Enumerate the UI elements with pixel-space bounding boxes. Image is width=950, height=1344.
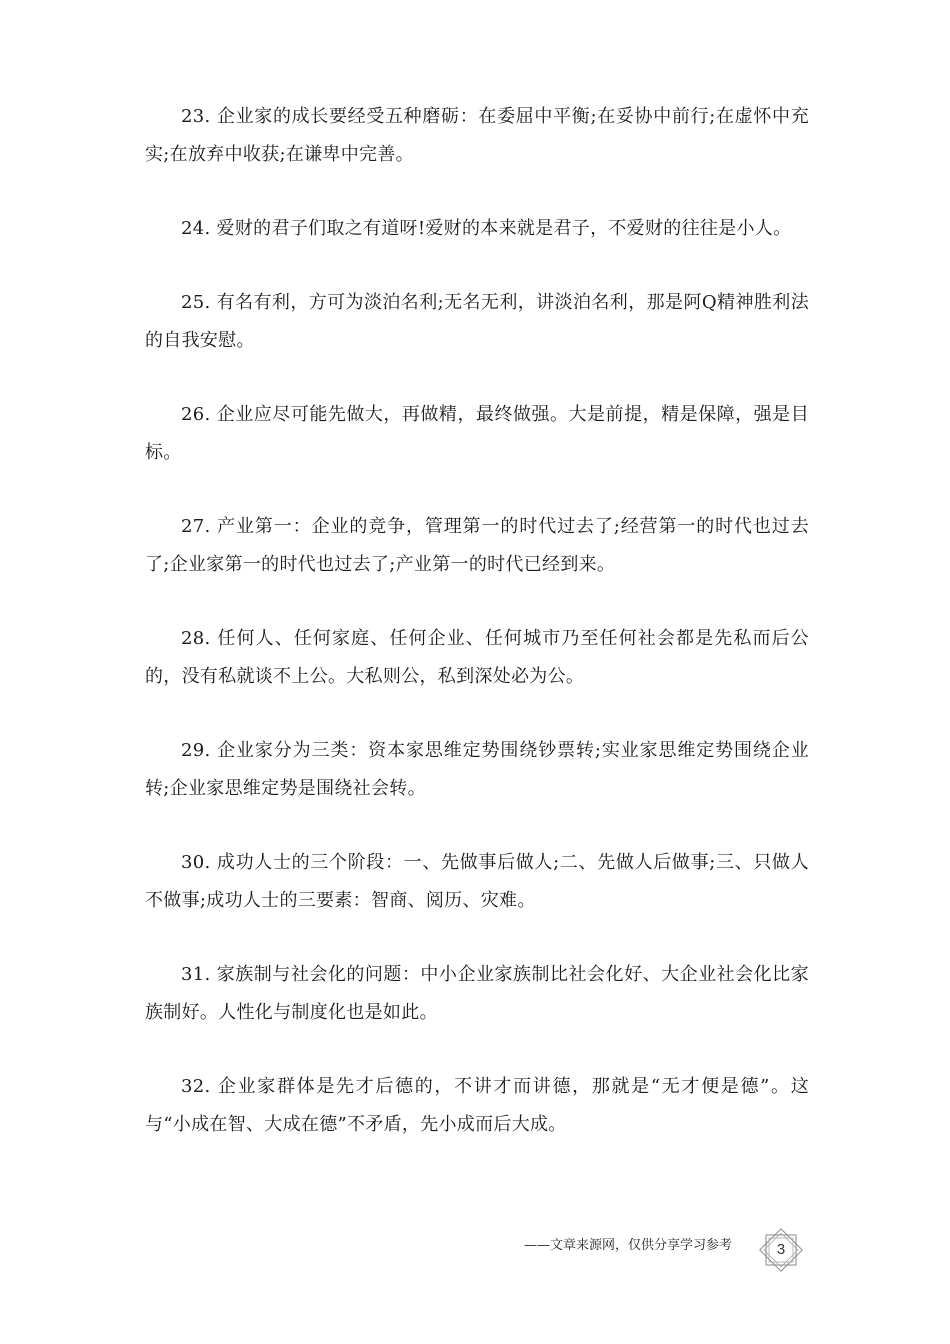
page-number-badge (755, 1224, 807, 1276)
paragraph-28: 28. 任何人、任何家庭、任何企业、任何城市乃至任何社会都是先私而后公的，没有私就谈不上公。大私则公，私到深处必为公。 (145, 628, 809, 687)
paragraph-29: 29. 企业家分为三类：资本家思维定势围绕钞票转;实业家思维定势围绕企业转;企业家思维定势是围绕社会转。 (145, 740, 809, 799)
page-number: 3 (776, 1241, 786, 1258)
paragraph-25: 25. 有名有利，方可为淡泊名利;无名无利，讲淡泊名利，那是阿Q精神胜利法的自我安慰。 (145, 292, 809, 351)
paragraph-27: 27. 产业第一：企业的竞争，管理第一的时代过去了;经营第一的时代也过去了;企业家第一的时代也过去了;产业第一的时代已经到来。 (145, 516, 809, 575)
paragraph-32: 32. 企业家群体是先才后德的，不讲才而讲德，那就是“无才便是德”。这与“小成在智、大成在德”不矛盾，先小成而后大成。 (145, 1076, 809, 1135)
paragraph-30: 30. 成功人士的三个阶段：一、先做事后做人;二、先做人后做事;三、只做人不做事;成功人士的三要素：智商、阅历、灾难。 (145, 852, 809, 911)
paragraph-31: 31. 家族制与社会化的问题：中小企业家族制比社会化好、大企业社会化比家族制好。人性化与制度化也是如此。 (145, 964, 809, 1023)
paragraph-23: 23. 企业家的成长要经受五种磨砺：在委屈中平衡;在妥协中前行;在虚怀中充实;在放弃中收获;在谦卑中完善。 (145, 106, 809, 165)
paragraph-24: 24. 爱财的君子们取之有道呀!爱财的本来就是君子，不爱财的往往是小人。 (181, 218, 792, 239)
paragraph-26: 26. 企业应尽可能先做大，再做精，最终做强。大是前提，精是保障，强是目标。 (145, 404, 809, 463)
page-footer (0, 1224, 950, 1264)
body-text (145, 98, 809, 1180)
source-note: ——文章来源网，仅供分享学习参考 (523, 1238, 732, 1253)
